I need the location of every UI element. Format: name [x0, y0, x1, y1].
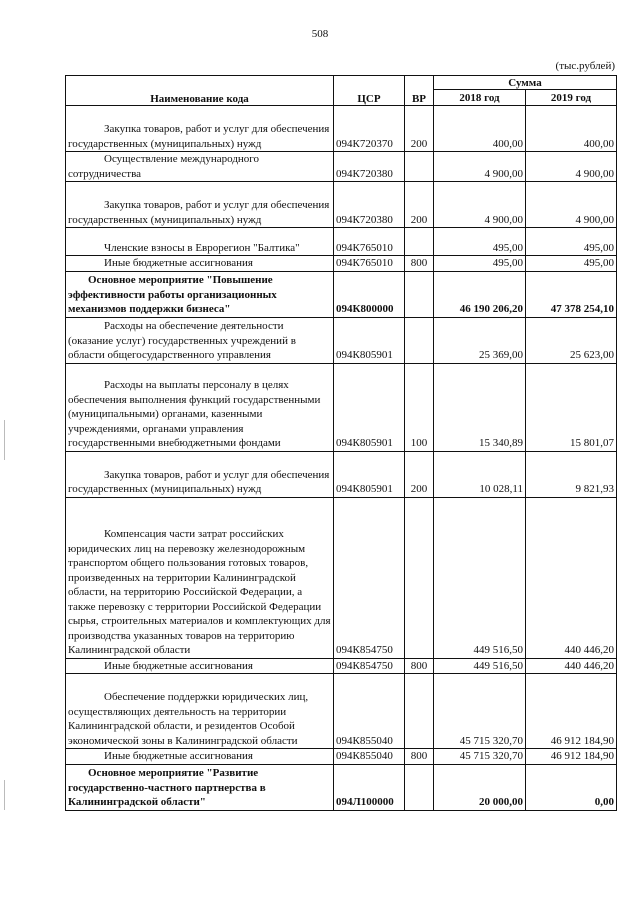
row-csr: 094К765010 [334, 228, 405, 256]
row-vr [405, 228, 434, 256]
row-2018: 4 900,00 [434, 182, 526, 228]
row-2018: 45 715 320,70 [434, 674, 526, 749]
row-csr: 094К800000 [334, 271, 405, 317]
row-2019: 15 801,07 [526, 363, 617, 451]
row-name: Закупка товаров, работ и услуг для обеспечения государственных (муниципальных) нужд [66, 451, 334, 497]
row-2018: 400,00 [434, 106, 526, 152]
row-2019: 46 912 184,90 [526, 749, 617, 765]
row-2019: 440 446,20 [526, 497, 617, 658]
budget-table [65, 75, 617, 811]
row-vr: 800 [405, 749, 434, 765]
row-2019: 440 446,20 [526, 658, 617, 674]
row-vr [405, 317, 434, 363]
row-name: Компенсация части затрат российских юридических лиц на перевозку железнодорожным транспортом общего пользования готовых товаров, произведенных на территории Калининградской области, на территорию Российской Федерации, а также перевозку с территории Российской Федерации сырья, строительных материалов и комплектующих для производства указанных товаров на территорию Калининградской области [66, 497, 334, 658]
row-name: Обеспечение поддержки юридических лиц, осуществляющих деятельность на территории Калининградской области, и резидентов Особой экономической зоны в Калининградской области [66, 674, 334, 749]
row-2018: 10 028,11 [434, 451, 526, 497]
table-row [66, 451, 617, 497]
row-2018: 495,00 [434, 256, 526, 272]
table-row [66, 363, 617, 451]
row-name: Закупка товаров, работ и услуг для обеспечения государственных (муниципальных) нужд [66, 182, 334, 228]
table-row [66, 256, 617, 272]
row-name: Членские взносы в Еврорегион "Балтика" [66, 228, 334, 256]
header-year-2019: 2019 год [526, 90, 617, 106]
row-2018: 449 516,50 [434, 497, 526, 658]
row-vr: 200 [405, 182, 434, 228]
row-name: Расходы на обеспечение деятельности (оказание услуг) государственных учреждений в области общегосударственного управления [66, 317, 334, 363]
row-vr [405, 271, 434, 317]
table-row [66, 317, 617, 363]
table-row [66, 764, 617, 810]
row-2019: 46 912 184,90 [526, 674, 617, 749]
row-vr [405, 764, 434, 810]
row-2019: 4 900,00 [526, 182, 617, 228]
table-row [66, 152, 617, 182]
row-2019: 495,00 [526, 256, 617, 272]
row-csr: 094Л100000 [334, 764, 405, 810]
row-vr [405, 497, 434, 658]
row-2018: 449 516,50 [434, 658, 526, 674]
row-name: Основное мероприятие "Повышение эффективности работы организационных механизмов поддержки бизнеса" [66, 271, 334, 317]
scan-edge-mark [4, 420, 5, 460]
row-2019: 495,00 [526, 228, 617, 256]
row-csr: 094К805901 [334, 317, 405, 363]
row-2019: 25 623,00 [526, 317, 617, 363]
row-2019: 4 900,00 [526, 152, 617, 182]
header-vr: ВР [405, 76, 434, 106]
row-name: Иные бюджетные ассигнования [66, 749, 334, 765]
row-name: Закупка товаров, работ и услуг для обеспечения государственных (муниципальных) нужд [66, 106, 334, 152]
table-row [66, 182, 617, 228]
row-2018: 45 715 320,70 [434, 749, 526, 765]
row-2019: 47 378 254,10 [526, 271, 617, 317]
row-2018: 4 900,00 [434, 152, 526, 182]
row-name: Иные бюджетные ассигнования [66, 256, 334, 272]
row-csr: 094К720380 [334, 152, 405, 182]
row-name: Осуществление международного сотрудничества [66, 152, 334, 182]
row-2019: 400,00 [526, 106, 617, 152]
row-2018: 46 190 206,20 [434, 271, 526, 317]
row-name: Расходы на выплаты персоналу в целях обеспечения выполнения функций государственными (муниципальными) органами, казенными учреждениями, органами управления государственными внебюджетными фондами [66, 363, 334, 451]
row-vr: 200 [405, 106, 434, 152]
row-csr: 094К765010 [334, 256, 405, 272]
row-csr: 094К720380 [334, 182, 405, 228]
header-sum: Сумма [434, 76, 617, 90]
header-year-2018: 2018 год [434, 90, 526, 106]
table-row [66, 658, 617, 674]
row-csr: 094К854750 [334, 497, 405, 658]
row-2018: 25 369,00 [434, 317, 526, 363]
row-2018: 20 000,00 [434, 764, 526, 810]
table-row [66, 497, 617, 658]
row-vr [405, 674, 434, 749]
row-vr: 800 [405, 256, 434, 272]
row-csr: 094К720370 [334, 106, 405, 152]
header-csr: ЦСР [334, 76, 405, 106]
row-2018: 495,00 [434, 228, 526, 256]
row-csr: 094К855040 [334, 749, 405, 765]
units-label: (тыс.рублей) [555, 60, 615, 72]
row-name: Иные бюджетные ассигнования [66, 658, 334, 674]
table-row [66, 228, 617, 256]
header-name: Наименование кода [66, 76, 334, 106]
row-2018: 15 340,89 [434, 363, 526, 451]
row-csr: 094К855040 [334, 674, 405, 749]
row-2019: 9 821,93 [526, 451, 617, 497]
row-csr: 094К805901 [334, 363, 405, 451]
table-row [66, 749, 617, 765]
row-vr: 200 [405, 451, 434, 497]
table-row [66, 674, 617, 749]
row-csr: 094К805901 [334, 451, 405, 497]
row-vr [405, 152, 434, 182]
row-csr: 094К854750 [334, 658, 405, 674]
page-number: 508 [311, 28, 329, 40]
row-vr: 800 [405, 658, 434, 674]
scan-edge-mark [4, 780, 5, 810]
row-name: Основное мероприятие "Развитие государственно-частного партнерства в Калининградской области" [66, 764, 334, 810]
row-2019: 0,00 [526, 764, 617, 810]
row-vr: 100 [405, 363, 434, 451]
table-row [66, 106, 617, 152]
table-row [66, 271, 617, 317]
